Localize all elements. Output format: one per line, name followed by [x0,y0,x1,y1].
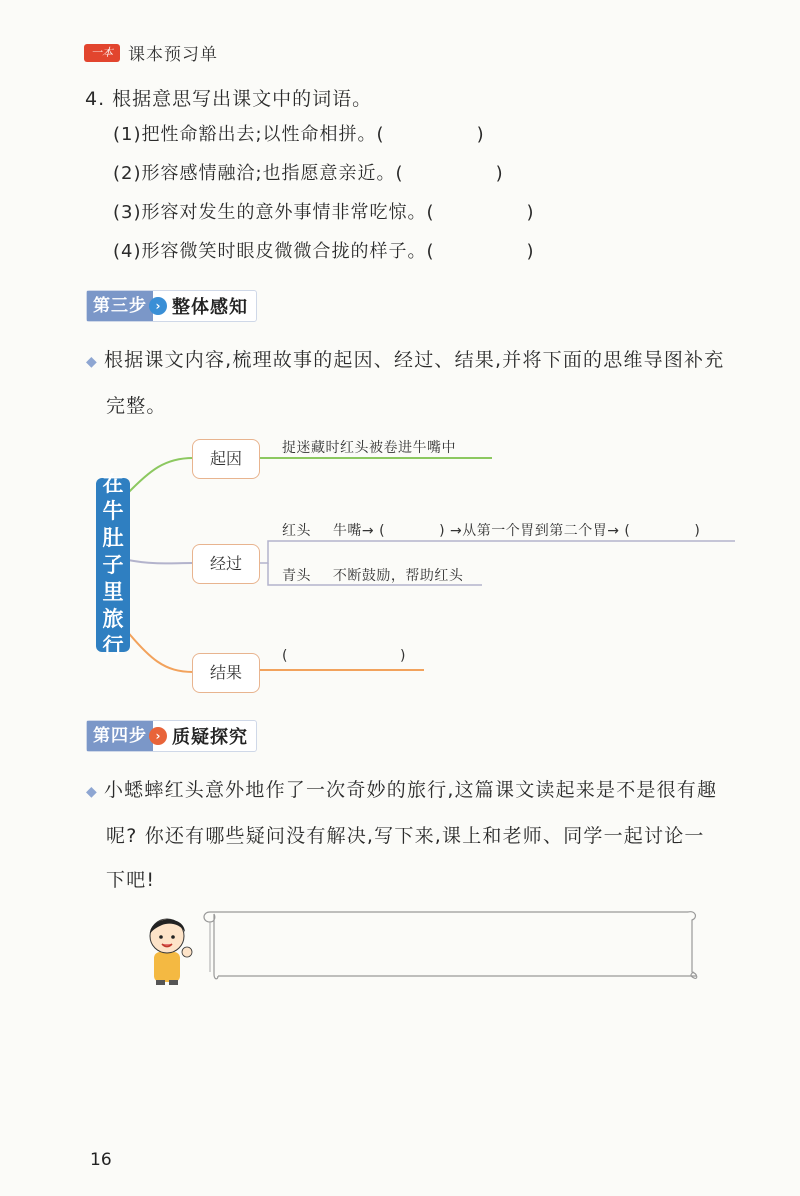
title-char: 牛 [102,498,124,523]
question-4-title: 4. 根据意思写出课文中的词语。 [85,88,373,110]
blank-close: ) [526,202,535,223]
instruction-line-2: 完整。 [106,395,167,417]
result-branch-line [122,625,193,672]
process-line-1 [282,520,700,540]
diamond-bullet-icon: ◆ [86,784,98,800]
item-text: (3)形容对发生的意外事情非常吃惊。( [113,202,435,223]
cause-branch-line [126,458,193,495]
step4-label: 第四步 [87,721,153,751]
blank-close: ) [495,163,504,184]
boy-character-illustration [140,908,196,986]
cause-text: 捉迷藏时红头被卷进牛嘴中 [282,440,456,456]
step4-banner [86,720,257,752]
blank-close: ) [526,241,535,262]
process-node: 经过 [192,544,260,584]
result-text [282,648,406,664]
title-char: 里 [102,579,124,604]
step3-title: 整体感知 [172,297,248,318]
title-char: 子 [102,552,124,577]
step3-label: 第三步 [87,291,153,321]
character-name: 青头 [282,568,311,584]
diamond-bullet-icon: ◆ [86,354,98,370]
process-branch-line [128,560,193,563]
process-step-text: 不断鼓励，帮助红头 [332,568,464,584]
process-step-text: ) →从第一个胃到第二个胃→ ( [439,523,631,539]
item-text: (2)形容感情融洽;也指愿意亲近。( [113,163,404,184]
chevron-right-icon: › [149,727,167,745]
process-line-2 [282,565,463,585]
prompt-line-1: 小蟋蟀红头意外地作了一次奇妙的旅行,这篇课文读起来是不是很有趣 [103,779,718,801]
process-line-1-underline [259,541,735,563]
chevron-right-icon: › [149,297,167,315]
step4-title: 质疑探究 [172,727,248,748]
step4-prompt [86,768,776,902]
blank-close: ) [399,648,406,664]
cause-node: 起因 [192,439,260,479]
blank-close: ) [694,523,701,539]
prompt-line-3: 下吧! [106,869,156,891]
title-char: 旅 [102,606,124,631]
title-char: 在 [102,471,124,496]
series-logo-badge: 一本 [84,44,120,62]
character-name: 红头 [282,523,311,539]
blank-close: ) [476,124,485,145]
process-step-text: 牛嘴→ ( [332,523,386,539]
mindmap-center-title [96,471,130,658]
prompt-line-2: 呢? 你还有哪些疑问没有解决,写下来,课上和老师、同学一起讨论一 [106,825,705,847]
title-char: 肚 [102,525,124,550]
blank-open: ( [282,648,288,664]
item-text: (1)把性命豁出去;以性命相拼。( [113,124,385,145]
item-text: (4)形容微笑时眼皮微微合拢的样子。( [113,241,435,262]
title-char: 行 [102,633,124,658]
page-number: 16 [90,1150,112,1170]
header-title: 课本预习单 [128,45,218,65]
instruction-line-1: 根据课文内容,梳理故事的起因、经过、结果,并将下面的思维导图补充 [103,349,725,371]
question-writing-area[interactable] [218,914,688,974]
result-node: 结果 [192,653,260,693]
